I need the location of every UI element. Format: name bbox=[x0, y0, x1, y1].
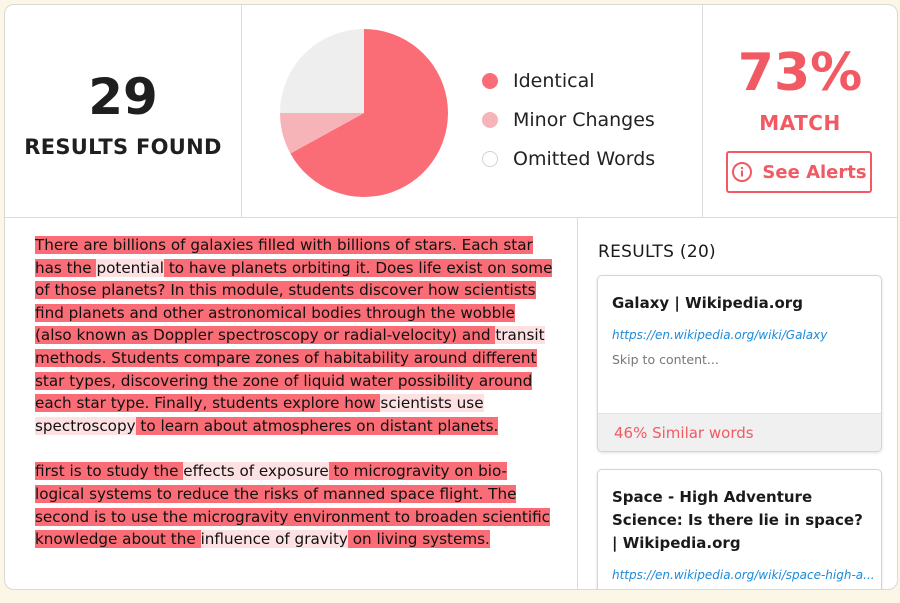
identical-segment: first is to study the bbox=[35, 462, 184, 481]
similarity-score: 46% Similar words bbox=[598, 413, 881, 451]
document-paragraph bbox=[35, 460, 555, 550]
identical-segment: to have planets orbiting it. Does life exist on some of those planets? In this module, students discover how scientists find planets and other astronomical bodies through the wobble (also known as Doppler spectroscopy or radial-velocity) and bbox=[35, 258, 553, 345]
document-paragraph bbox=[35, 234, 555, 437]
chart-legend bbox=[482, 61, 655, 178]
result-title[interactable]: Galaxy | Wikipedia.org bbox=[612, 294, 803, 312]
match-score-panel bbox=[703, 5, 897, 217]
match-breakdown-panel bbox=[242, 5, 703, 217]
identical-segment: to microgravity on bio-logical systems to reduce the risks of manned space flight. The second is to use the microgravity environment to broaden scientific knowledge about the bbox=[35, 462, 550, 549]
result-card[interactable] bbox=[597, 469, 882, 589]
summary-row bbox=[5, 5, 897, 218]
result-title[interactable]: Space - High Adventure Science: Is there lie in space? | Wikipedia.org bbox=[612, 488, 863, 552]
identical-segment: methods. Students compare zones of habitability around different star types, discovering the zone of liquid water possibility around each star type. Finally, students explore how bbox=[35, 348, 537, 413]
legend-swatch-omitted-words bbox=[482, 151, 498, 167]
result-url[interactable]: https://en.wikipedia.org/wiki/space-high-a... bbox=[612, 568, 875, 582]
results-heading: RESULTS (20) bbox=[598, 242, 716, 262]
legend-item-omitted-words bbox=[482, 139, 655, 178]
pie-slice-omitted-words bbox=[280, 29, 364, 113]
see-alerts-label: See Alerts bbox=[762, 161, 867, 183]
legend-item-identical bbox=[482, 61, 655, 100]
identical-segment: to learn about atmospheres on distant planets. bbox=[135, 416, 499, 435]
legend-item-minor-changes bbox=[482, 100, 655, 139]
legend-swatch-identical bbox=[482, 73, 498, 89]
identical-segment: on living systems. bbox=[347, 530, 490, 549]
results-found-panel bbox=[5, 5, 242, 217]
result-snippet: Skip to content... bbox=[612, 352, 719, 367]
identical-segment: There are billions of galaxies filled with billions of stars. Each star has the bbox=[35, 236, 533, 277]
see-alerts-button[interactable] bbox=[726, 151, 872, 193]
results-panel[interactable] bbox=[578, 218, 897, 589]
minor-change-segment: potential bbox=[96, 258, 164, 277]
minor-change-segment: scientists use spectroscopy bbox=[35, 394, 484, 435]
match-label: MATCH bbox=[759, 111, 841, 135]
minor-change-segment: influence of gravity bbox=[200, 530, 348, 549]
legend-swatch-minor-changes bbox=[482, 112, 498, 128]
highlighted-document bbox=[35, 234, 555, 574]
result-url[interactable]: https://en.wikipedia.org/wiki/Galaxy bbox=[612, 328, 828, 342]
result-card[interactable] bbox=[597, 275, 882, 452]
match-pie-chart bbox=[279, 28, 449, 198]
results-count: 29 bbox=[88, 68, 158, 126]
legend-label: Omitted Words bbox=[513, 147, 656, 170]
plagiarism-report bbox=[4, 4, 898, 590]
match-percentage: 73% bbox=[737, 43, 863, 103]
results-found-label: RESULTS FOUND bbox=[24, 135, 222, 159]
info-icon bbox=[731, 161, 753, 183]
legend-label: Identical bbox=[513, 69, 595, 92]
minor-change-segment: effects of exposure bbox=[183, 462, 329, 481]
legend-label: Minor Changes bbox=[513, 108, 655, 131]
minor-change-segment: transit bbox=[495, 326, 545, 345]
document-text-panel[interactable] bbox=[5, 218, 578, 589]
